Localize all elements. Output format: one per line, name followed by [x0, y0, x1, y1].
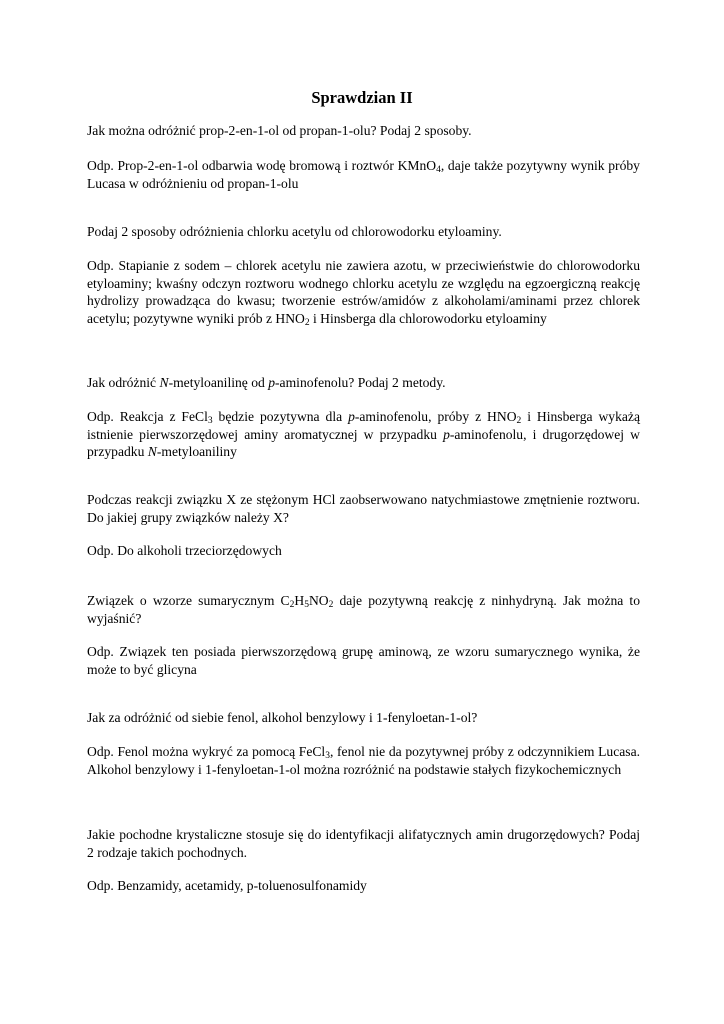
question-7: Jakie pochodne krystaliczne stosuje się do identyfikacji alifatycznych amin drugorzędowych? Podaj 2 rodzaje takich pochodnych. [87, 827, 640, 860]
answer-7: Odp. Benzamidy, acetamidy, p-toluenosulfonamidy [87, 878, 367, 893]
answer-2: Odp. Stapianie z sodem – chlorek acetylu nie zawiera azotu, w przeciwieństwie do chlorowodorku etyloaminy; kwaśny odczyn roztworu wodnego chlorku acetylu ze względu na egzoergiczną reakcję hydrolizy prowadząca do kwasu; tworzenie estrów/amidów z alkoholami/aminami przez chlorek acetylu; pozytywne wyniki prób z $HNO_2$ i Hinsberga dla chlorowodorku etyloaminy [87, 258, 640, 328]
question-6: Jak za odróżnić od siebie fenol, alkohol benzylowy i 1-fenyloetan-1-ol? [87, 710, 478, 725]
answer-1: Odp. Prop-2-en-1-ol odbarwia wodę bromową i roztwór KMnO$_4$, daje także pozytywny wynik próby Lucasa w odróżnieniu od propan-1-olu [87, 158, 640, 191]
answer-4: Odp. Do alkoholi trzeciorzędowych [87, 543, 282, 558]
question-1: Jak można odróżnić prop-2-en-1-ol od propan-1-olu? Podaj 2 sposoby. [87, 123, 472, 138]
answer-3: Odp. Reakcja z FeCl$_3$ będzie pozytywna dla p-aminofenolu, próby z $HNO_2$ i Hinsberga wykażą istnienie pierwszorzędowej aminy aromatycznej w przypadku p-aminofenolu, i drugorzędowej w przypadku N-metyloaniliny [87, 409, 641, 460]
page-title: Sprawdzian II [311, 88, 413, 107]
question-5: Związek o wzorze sumarycznym $C_2H_5NO_2$ daje pozytywną reakcję z ninhydryną. Jak można to wyjaśnić? [87, 593, 641, 626]
answer-6: Odp. Fenol można wykryć za pomocą FeCl$_3$, fenol nie da pozytywnej próby z odczynnikiem Lucasa. Alkohol benzylowy i 1-fenyloetan-1-ol można rozróżnić na podstawie stałych fizykochemicznych [87, 744, 641, 777]
question-2: Podaj 2 sposoby odróżnienia chlorku acetylu od chlorowodorku etyloaminy. [87, 224, 502, 239]
answer-5: Odp. Związek ten posiada pierwszorzędową grupę aminową, ze wzoru sumarycznego wynika, że może to być glicyna [87, 644, 640, 677]
question-3: Jak odróżnić N-metyloanilinę od p-aminofenolu? Podaj 2 metody. [87, 375, 446, 390]
question-4: Podczas reakcji związku X ze stężonym HCl zaobserwowano natychmiastowe zmętnienie roztworu. Do jakiej grupy związków należy X? [87, 492, 640, 525]
